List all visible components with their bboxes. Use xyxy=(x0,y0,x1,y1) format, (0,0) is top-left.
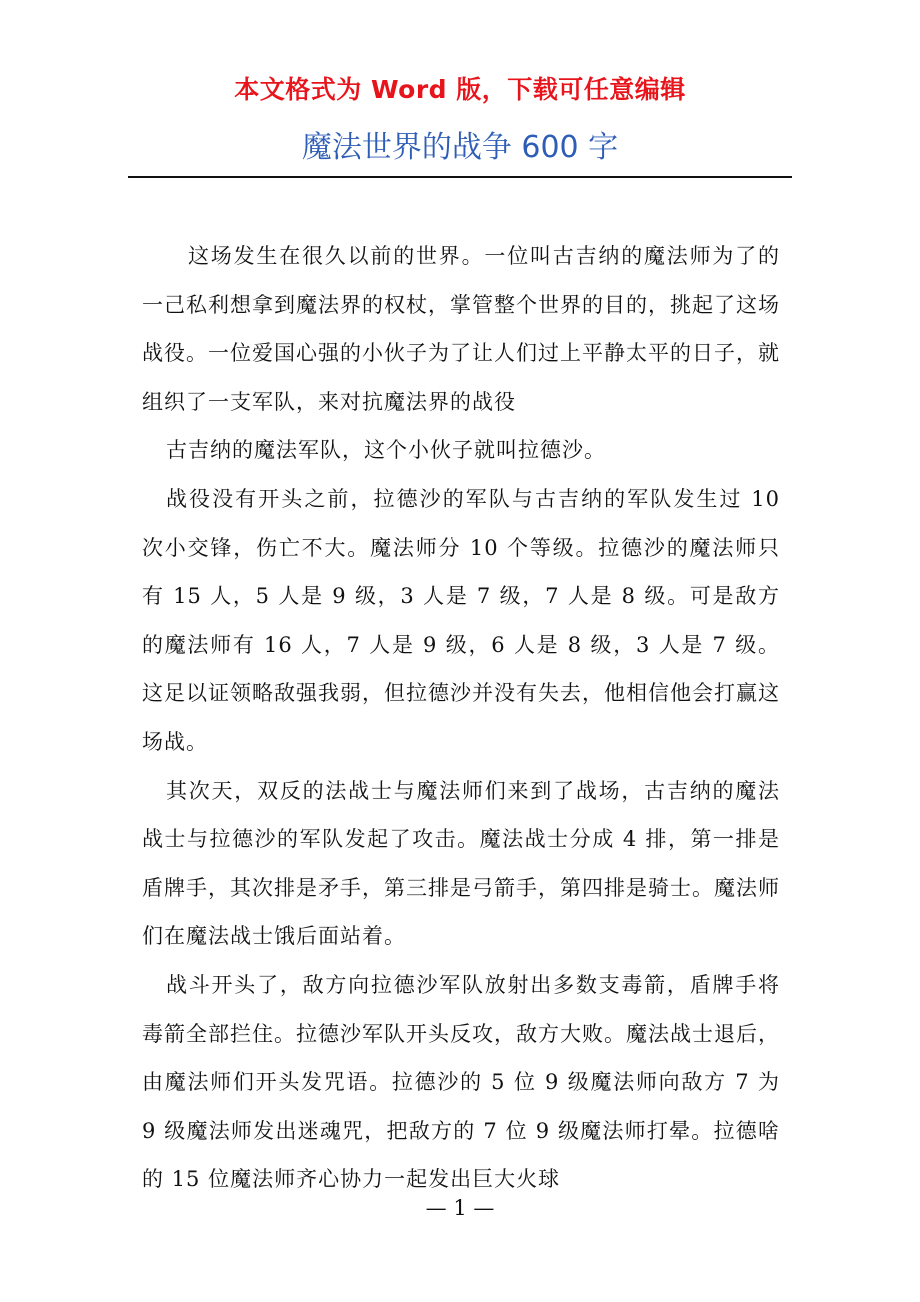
format-notice: 本文格式为 Word 版，下载可任意编辑 xyxy=(234,75,686,104)
paragraph: 其次天，双反的法战士与魔法师们来到了战场，古吉纳的魔法战士与拉德沙的军队发起了攻击。魔法战士分成 4 排，第一排是盾牌手，其次排是矛手，第三排是弓箭手，第四排是骑士。魔法师们在魔法战士饿后面站着。 xyxy=(142,778,780,949)
document-title: 魔法世界的战争 600 字 xyxy=(301,130,619,165)
title-divider xyxy=(128,176,792,178)
page-number: — 1 — xyxy=(425,1196,495,1220)
document-body xyxy=(142,232,780,1204)
paragraph: 战役没有开头之前，拉德沙的军队与古吉纳的军队发生过 10 次小交锋，伤亡不大。魔法师分 10 个等级。拉德沙的魔法师只有 15 人，5 人是 9 级，3 人是 7 级，7 人是 8 级。可是敌方的魔法师有 16 人，7 人是 9 级，6 人是 8 级，3 人是 7 级。这足以证领略敌强我弱，但拉德沙并没有失去，他相信他会打赢这场战。 xyxy=(142,486,780,754)
paragraph: 古吉纳的魔法军队，这个小伙子就叫拉德沙。 xyxy=(166,438,606,463)
paragraph: 战斗开头了，敌方向拉德沙军队放射出多数支毒箭，盾牌手将毒箭全部拦住。拉德沙军队开头反攻，敌方大败。魔法战士退后，由魔法师们开头发咒语。拉德沙的 5 位 9 级魔法师向敌方 7 为 9 级魔法师发出迷魂咒，把敌方的 7 位 9 级魔法师打晕。拉德啥的 15 位魔法师齐心协力一起发出巨大火球 xyxy=(142,972,780,1192)
paragraph: 这场发生在很久以前的世界。一位叫古吉纳的魔法师为了的一己私利想拿到魔法界的权杖，掌管整个世界的目的，挑起了这场战役。一位爱国心强的小伙子为了让人们过上平静太平的日子，就组织了一支军队，来对抗魔法界的战役 xyxy=(142,244,780,414)
